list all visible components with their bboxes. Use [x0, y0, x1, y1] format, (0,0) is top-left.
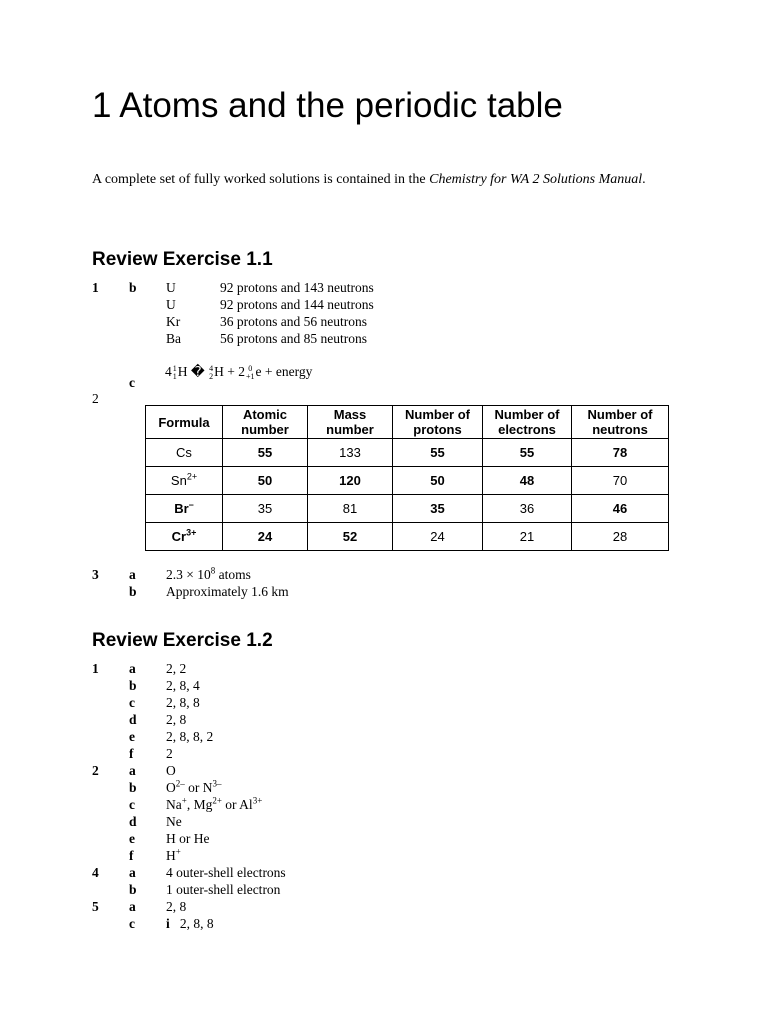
answer-row — [92, 813, 692, 830]
element-symbol: U — [166, 280, 176, 295]
part-label: b — [129, 780, 137, 795]
question-number: 3 — [92, 567, 99, 582]
cell-electrons: 48 — [483, 467, 572, 495]
ex1-q1 — [92, 279, 692, 347]
cell-mass: 133 — [308, 439, 393, 467]
answer-row — [92, 566, 692, 583]
answer-text: 2 — [166, 746, 173, 761]
part-label: e — [129, 729, 135, 744]
particle-count: 92 protons and 143 neutrons — [220, 280, 374, 295]
answer-row — [92, 779, 692, 796]
intro-text-end: . — [642, 172, 646, 187]
cell-formula: Cs — [146, 439, 223, 467]
answer-row — [92, 583, 692, 600]
cell-formula: $Cr^{3+}$ — [146, 523, 223, 551]
answer-row — [92, 762, 692, 779]
atoms-table — [145, 405, 669, 551]
cell-formula: Br– — [146, 495, 223, 523]
answer-row — [92, 296, 692, 313]
part-label: c — [129, 375, 135, 390]
table-row — [146, 495, 669, 523]
answer-text: H or He — [166, 831, 210, 846]
header-atomic-number: Atomic number — [223, 406, 308, 439]
header-neutrons: Number of neutrons — [572, 406, 669, 439]
part-label: c — [129, 916, 135, 931]
question-number: 1 — [92, 661, 99, 676]
answer-text: $2.3 \times 10^8$ atoms — [166, 565, 251, 582]
answer-text: 2, 8 — [166, 899, 187, 914]
cell-atomic: 35 — [223, 495, 308, 523]
answer-row — [92, 330, 692, 347]
cell-electrons: 36 — [483, 495, 572, 523]
part-label: e — [129, 831, 135, 846]
table-row — [146, 439, 669, 467]
answer-row — [92, 711, 692, 728]
answer-row — [92, 847, 692, 864]
part-label: c — [129, 695, 135, 710]
part-label: a — [129, 865, 136, 880]
cell-electrons: 55 — [483, 439, 572, 467]
part-label: b — [129, 584, 137, 599]
cell-mass: 52 — [308, 523, 393, 551]
header-protons: Number of protons — [393, 406, 483, 439]
answer-row — [92, 796, 692, 813]
nuclide-notation — [173, 365, 177, 381]
ex1-q2-number: 2 — [92, 391, 99, 406]
part-label: d — [129, 814, 137, 829]
question-number: 4 — [92, 865, 99, 880]
cell-neutrons: 46 — [572, 495, 669, 523]
equation-term: + 2 — [227, 364, 245, 379]
cell-protons: 50 — [393, 467, 483, 495]
section-heading-1-2: Review Exercise 1.2 — [92, 630, 273, 651]
question-number: 2 — [92, 763, 99, 778]
part-label: b — [129, 678, 137, 693]
mass-number: 1 — [172, 363, 177, 373]
part-label: d — [129, 712, 137, 727]
answer-text: 2, 2 — [166, 661, 187, 676]
atomic-number: 2 — [209, 371, 214, 381]
answer-text: 2, 8, 4 — [166, 678, 200, 693]
question-number: 1 — [92, 280, 99, 295]
answer-text: 1 outer-shell electron — [166, 882, 281, 897]
equation-term: + energy — [264, 364, 313, 379]
atomic-number: 1 — [172, 371, 177, 381]
part-label: f — [129, 848, 134, 863]
mass-number: 4 — [209, 363, 214, 373]
answer-text: Na+, $Mg^{2+}$ or $Al^{3+}$ — [166, 795, 263, 812]
intro-paragraph — [92, 171, 692, 188]
nuclide-notation — [246, 365, 255, 381]
answer-text: 2, 8, 8, 2 — [166, 729, 214, 744]
cell-neutrons: 28 — [572, 523, 669, 551]
cell-protons: 24 — [393, 523, 483, 551]
cell-protons: 55 — [393, 439, 483, 467]
answer-row — [92, 881, 692, 898]
header-electrons: Number of electrons — [483, 406, 572, 439]
part-label: a — [129, 661, 136, 676]
element-symbol: e — [255, 364, 262, 379]
header-formula: Formula — [146, 406, 223, 439]
answer-text: 2, 8, 8 — [166, 695, 200, 710]
answer-text: 4 outer-shell electrons — [166, 865, 286, 880]
particle-count: 56 protons and 85 neutrons — [220, 331, 367, 346]
element-symbol: Kr — [166, 314, 181, 329]
coefficient: 4 — [165, 364, 172, 379]
question-number: 5 — [92, 899, 99, 914]
part-label: a — [129, 763, 136, 778]
answer-text: Approximately 1.6 km — [166, 584, 289, 599]
part-label: a — [129, 899, 136, 914]
cell-electrons: 21 — [483, 523, 572, 551]
answer-row — [92, 660, 692, 677]
nuclear-equation — [165, 364, 312, 381]
answer-row — [92, 864, 692, 881]
ex1-q3 — [92, 566, 692, 600]
ex2-answers — [92, 660, 692, 932]
atomic-number: +1 — [245, 371, 255, 381]
intro-text: A complete set of fully worked solutions is contained in the — [92, 172, 430, 187]
particle-count: 36 protons and 56 neutrons — [220, 314, 367, 329]
answer-row — [92, 915, 692, 932]
nuclide-notation — [209, 365, 213, 381]
cell-atomic: 24 — [223, 523, 308, 551]
page-title: 1 Atoms and the periodic table — [92, 86, 563, 125]
answer-row — [92, 745, 692, 762]
answer-row — [92, 728, 692, 745]
answer-text: 2, 8 — [166, 712, 187, 727]
answer-text: O — [166, 763, 176, 778]
particle-count: 92 protons and 144 neutrons — [220, 297, 374, 312]
answer-text: Ne — [166, 814, 182, 829]
cell-atomic: 55 — [223, 439, 308, 467]
element-symbol: U — [166, 297, 176, 312]
answer-row — [92, 279, 692, 296]
answer-text: i 2, 8, 8 — [166, 916, 214, 931]
table-row — [146, 523, 669, 551]
cell-formula: $Sn^{2+}$ — [146, 467, 223, 495]
answer-row — [92, 694, 692, 711]
cell-mass: 120 — [308, 467, 393, 495]
part-label: a — [129, 567, 136, 582]
element-symbol: Ba — [166, 331, 181, 346]
element-symbol: H — [177, 364, 188, 379]
answer-row — [92, 898, 692, 915]
table-row — [146, 467, 669, 495]
part-label: b — [129, 280, 137, 295]
mass-number: 0 — [248, 363, 253, 373]
answer-row — [92, 313, 692, 330]
arrow-glyph: � — [190, 364, 205, 379]
cell-mass: 81 — [308, 495, 393, 523]
answer-text: H+ — [166, 846, 181, 863]
cell-neutrons: 70 — [572, 467, 669, 495]
cell-protons: 35 — [393, 495, 483, 523]
answer-row — [92, 677, 692, 694]
part-label: b — [129, 882, 137, 897]
answer-text: $O^{2-}$ or $N^{3-}$ — [166, 778, 222, 795]
answer-row — [92, 830, 692, 847]
table-header-row — [146, 406, 669, 439]
cell-neutrons: 78 — [572, 439, 669, 467]
header-mass-number: Mass number — [308, 406, 393, 439]
cell-atomic: 50 — [223, 467, 308, 495]
section-heading-1-1: Review Exercise 1.1 — [92, 249, 273, 270]
element-symbol: H — [214, 364, 224, 379]
intro-book-title: Chemistry for WA 2 Solutions Manual — [429, 172, 643, 187]
subpart-label: i — [166, 916, 170, 931]
part-label: c — [129, 797, 135, 812]
part-label: f — [129, 746, 134, 761]
